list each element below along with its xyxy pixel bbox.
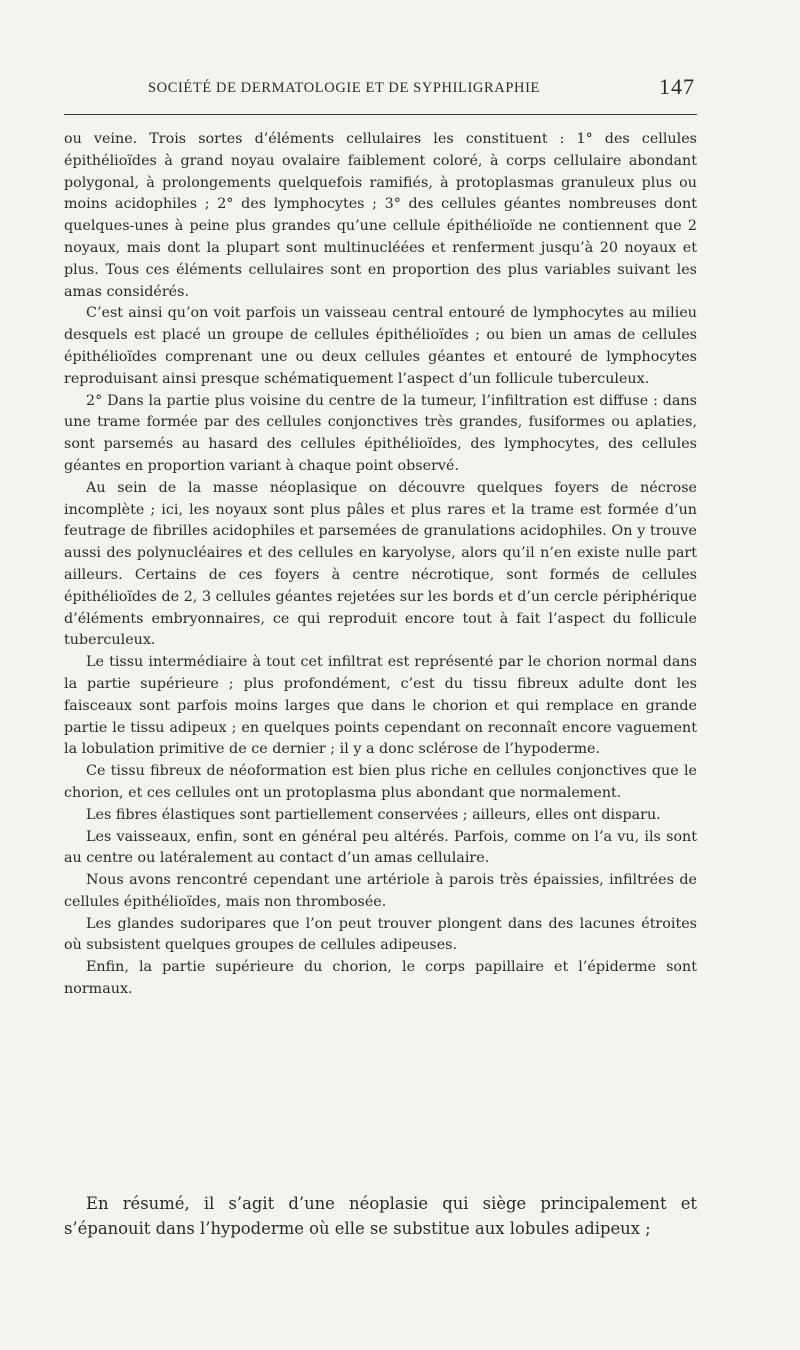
running-head-title: SOCIÉTÉ DE DERMATOLOGIE ET DE SYPHILIGRAPHIE [148, 80, 540, 96]
summary-section [64, 1191, 697, 1241]
body-text [64, 129, 697, 1001]
paragraph-elastic-fibers: Les fibres élastiques sont partiellement conservées ; ailleurs, elles ont disparu. [86, 806, 661, 823]
book-page [64, 0, 697, 1350]
page-number: 147 [659, 74, 695, 99]
running-head [64, 76, 697, 100]
paragraph-diffuse-infiltration: 2° Dans la partie plus voisine du centre de la tumeur, l’infiltration est diffuse : dans une trame formée par des cellules conjonctives très grandes, fusiformes ou aplaties, sont parsemés au hasard des cellules épithélioïdes, des lymphocytes, des cellules géantes en proportion variant à chaque point observé. [64, 392, 697, 474]
summary-paragraph: En résumé, il s’agit d’une néoplasie qui siège principalement et s’épanouit dans l’hypoderme où elle se substitue aux lobules adipeux ; [64, 1194, 697, 1238]
paragraph-necrosis-foci: Au sein de la masse néoplasique on découvre quelques foyers de nécrose incomplète ; ici, les noyaux sont plus pâles et plus rares et la trame est formée d’un feutrage de fibrilles acidophiles et parsemées de granulations acidophiles. On y trouve aussi des polynucléaires et des cellules en karyolyse, alors qu’il n’en existe nulle part ailleurs. Certains de ces foyers à centre nécrotique, sont formés de cellules épithélioïdes de 2, 3 cellules géantes rejetées sur les bords et d’un cercle périphérique d’éléments embryonnaires, ce qui reproduit encore tout à fait l’aspect du follicule tuberculeux. [64, 479, 697, 649]
paragraph-chorion: Enfin, la partie supérieure du chorion, le corps papillaire et l’épiderme sont normaux. [64, 959, 697, 998]
paragraph-arteriole: Nous avons rencontré cependant une artériole à parois très épaissies, infiltrées de cellules épithélioïdes, mais non thrombosée. [64, 872, 697, 910]
paragraph-cell-types: ou veine. Trois sortes d’éléments cellulaires les constituent : 1° des cellules épithélioïdes à grand noyau ovalaire faiblement coloré, à corps cellulaire abondant polygonal, à prolongements quelquefois ramifiés, à protoplasmas granuleux plus ou moins acidophiles ; 2° des lymphocytes ; 3° des cellules géantes nombreuses dont quelques-unes à peine plus grandes qu’une cellule épithélioïde ne contiennent que 2 noyaux, mais dont la plupart sont multinucléées et renferment jusqu’à 20 noyaux et plus. Tous ces éléments cellulaires sont en proportion des plus variables suivant les amas considérés. [64, 131, 697, 300]
paragraph-follicle-aspect: C’est ainsi qu’on voit parfois un vaisseau central entouré de lymphocytes au milieu desquels est placé un groupe de cellules épithélioïdes ; ou bien un amas de cellules épithélioïdes comprenant une ou deux cellules géantes et entouré de lymphocytes reproduisant ainsi presque schématiquement l’aspect d’un follicule tuberculeux. [64, 305, 697, 387]
paragraph-vessels: Les vaisseaux, enfin, sont en général peu altérés. Parfois, comme on l’a vu, ils sont au centre ou latéralement au contact d’un amas cellulaire. [64, 828, 697, 867]
paragraph-intermediate-tissue: Le tissu intermédiaire à tout cet infiltrat est représenté par le chorion normal dans la partie supérieure ; plus profondément, c’est du tissu fibreux adulte dont les faisceaux sont parfois moins larges que dans le chorion et qui remplace en grande partie le tissu adipeux ; en quelques points cependant on reconnaît encore vaguement la lobulation primitive de ce dernier ; il y a donc sclérose de l’hypoderme. [64, 654, 697, 758]
header-rule [64, 114, 697, 115]
paragraph-sweat-glands: Les glandes sudoripares que l’on peut trouver plongent dans des lacunes étroites où subsistent quelques groupes de cellules adipeuses. [64, 915, 697, 954]
paragraph-fibrous-tissue: Ce tissu fibreux de néoformation est bien plus riche en cellules conjonctives que le chorion, et ces cellules ont un protoplasma plus abondant que normalement. [64, 763, 697, 801]
